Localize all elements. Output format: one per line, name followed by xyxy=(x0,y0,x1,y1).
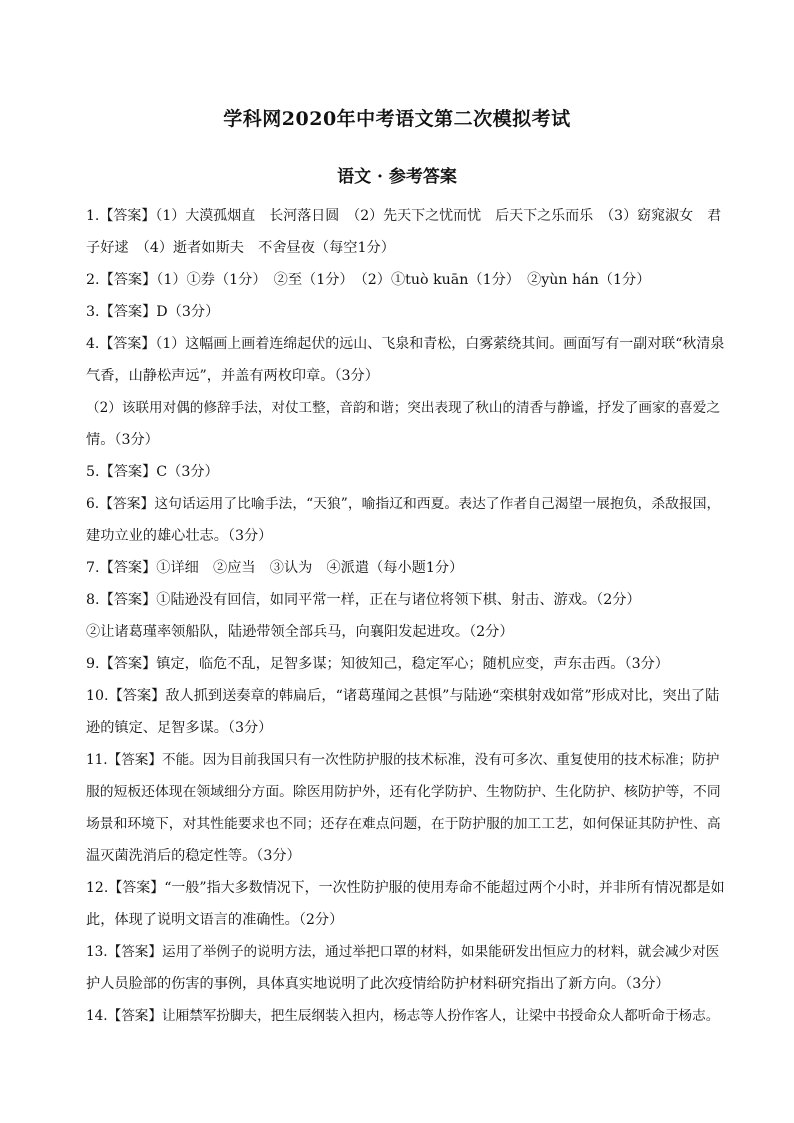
answer-text-line: 气香，山静松声远”，并盖有两枚印章。（3分） xyxy=(86,368,379,384)
answer-text-line: 建功立业的雄心壮志。（3分） xyxy=(86,528,273,544)
answer-text-line: 9.【答案】镇定，临危不乱，足智多谋；知彼知己，稳定军心；随机应变，声东击西。（3分） xyxy=(86,656,669,672)
answer-text-line: 14.【答案】让厢禁军扮脚夫，把生辰纲装入担内，杨志等人扮作客人，让梁中书授命众人都听命于杨志。 xyxy=(86,1008,720,1024)
answer-text-line: 场景和环境下，对其性能要求也不同；还存在难点问题，在于防护服的加工工艺，如何保证其防护性、高 xyxy=(86,816,721,832)
answer-text-line: 护人员脸部的伤害的事例，具体真实地说明了此次疫情给防护材料研究指出了新方向。（3分） xyxy=(86,976,670,992)
answer-text-line: 子好逑 （4）逝者如斯夫 不舍昼夜（每空1分） xyxy=(86,240,395,256)
answer-text-line: 逊的镇定、足智多谋。（3分） xyxy=(86,720,273,736)
answer-text-line: 1.【答案】（1）大漠孤烟直 长河落日圆 （2）先天下之忧而忧 后天下之乐而乐 （3）窈窕淑女 君 xyxy=(86,208,722,224)
answer-text-line: 11.【答案】不能。因为目前我国只有一次性防护服的技术标准，没有可多次、重复使用的技术标准；防护 xyxy=(86,752,720,768)
answer-text-line: 12.【答案】“一般”指大多数情况下，一次性防护服的使用寿命不能超过两个小时，并非所有情况都是如 xyxy=(86,880,725,896)
document-title: 学科网2020年中考语文第二次模拟考试 xyxy=(223,108,571,130)
answer-text-line: 5.【答案】C（3分） xyxy=(86,464,219,480)
answer-text-line: （2）该联用对偶的修辞手法，对仗工整，音韵和谐；突出表现了秋山的清香与静谧，抒发了画家的喜爱之 xyxy=(86,400,720,416)
answer-text-line: 2.【答案】（1）①券（1分） ②至（1分） （2）①tuò kuān（1分） ②yùn hán（1分） xyxy=(86,272,651,288)
answer-text-line: 7.【答案】①详细 ②应当 ③认为 ④派遣（每小题1分） xyxy=(86,560,464,576)
answer-text-line: 6.【答案】这句话运用了比喻手法，“天狼”，喻指辽和西夏。表达了作者自己渴望一展抱负，杀敌报国， xyxy=(86,496,721,512)
answer-text-line: 情。（3分） xyxy=(86,432,159,448)
answer-text-line: 10.【答案】敌人抓到送奏章的韩扁后，“诸葛瑾闻之甚惧”与陆逊“栾棋射戏如常”形成对比，突出了陆 xyxy=(86,688,720,704)
answer-text-line: 3.【答案】D（3分） xyxy=(86,304,220,320)
answer-text-line: 服的短板还体现在领域细分方面。除医用防护外，还有化学防护、生物防护、生化防护、核防护等，不同 xyxy=(86,784,721,800)
document-subtitle: 语文 · 参考答案 xyxy=(337,167,457,187)
answer-text-line: 8.【答案】①陆逊没有回信，如同平常一样，正在与诸位将领下棋、射击、游戏。（2分） xyxy=(86,592,641,608)
answer-text-line: 此，体现了说明文语言的准确性。（2分） xyxy=(86,912,344,928)
answer-text-line: ②让诸葛瑾率领船队，陆逊带领全部兵马，向襄阳发起进攻。（2分） xyxy=(86,624,514,640)
answer-text-line: 温灭菌洗消后的稳定性等。（3分） xyxy=(86,848,301,864)
answer-text-line: 4.【答案】（1）这幅画上画着连绵起伏的远山、飞泉和青松，白雾萦绕其间。画面写有一副对联“秋清泉 xyxy=(86,336,725,352)
answer-text-line: 13.【答案】运用了举例子的说明方法，通过举把口罩的材料，如果能研发出恒应力的材料，就会减少对医 xyxy=(86,944,720,960)
answer-list xyxy=(86,200,726,1032)
